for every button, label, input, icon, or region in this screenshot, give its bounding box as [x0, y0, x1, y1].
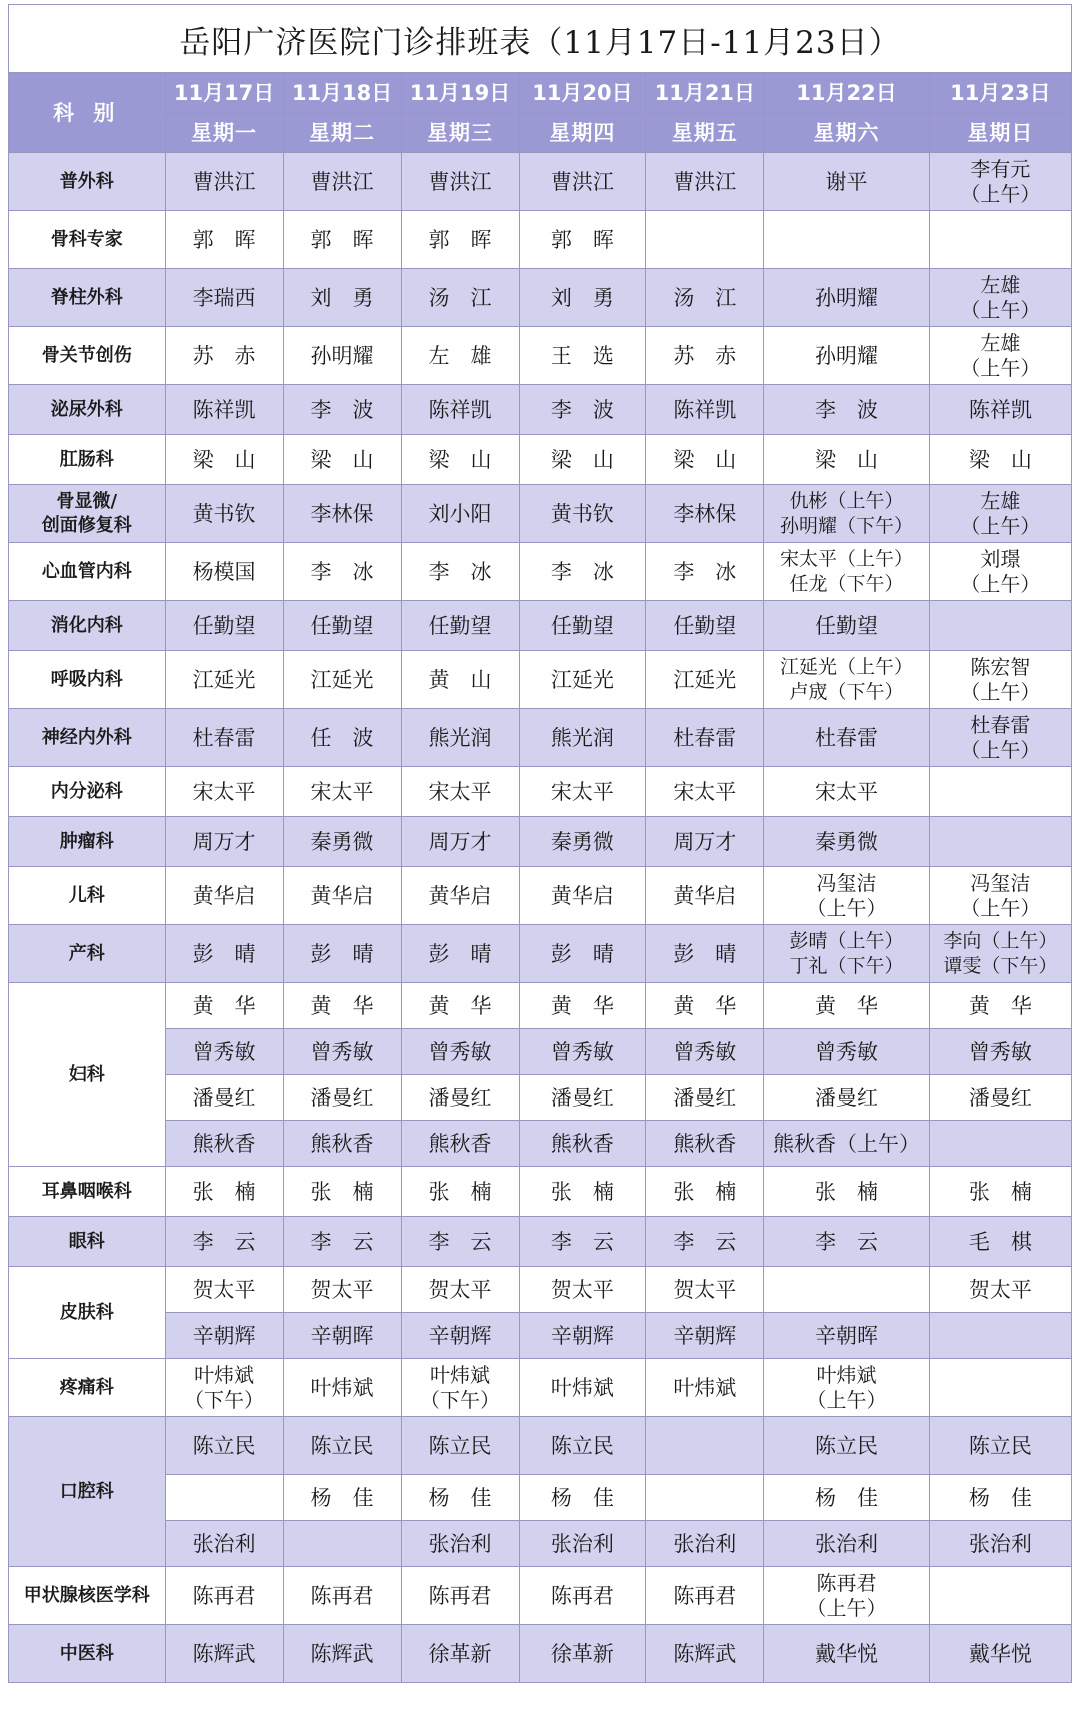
doctor-cell: 孙明耀 — [764, 269, 929, 327]
doctor-cell: 孙明耀 — [283, 327, 401, 385]
table-row — [9, 817, 1072, 867]
department-cell: 骨科专家 — [9, 211, 166, 269]
department-cell: 耳鼻咽喉科 — [9, 1167, 166, 1217]
doctor-cell: 秦勇微 — [283, 817, 401, 867]
doctor-cell: 杨 佳 — [519, 1475, 646, 1521]
doctor-cell: 陈再君 — [283, 1567, 401, 1625]
department-cell: 甲状腺核医学科 — [9, 1567, 166, 1625]
doctor-cell: 黄华启 — [401, 867, 519, 925]
department-cell: 普外科 — [9, 153, 166, 211]
table-row — [9, 385, 1072, 435]
doctor-cell: 李 云 — [519, 1217, 646, 1267]
doctor-cell: 潘曼红 — [519, 1075, 646, 1121]
doctor-cell: 江延光 — [283, 651, 401, 709]
doctor-cell: 李有元 （上午） — [929, 153, 1071, 211]
doctor-cell: 周万才 — [165, 817, 283, 867]
doctor-cell: 任勤望 — [401, 601, 519, 651]
doctor-cell: 熊秋香 — [519, 1121, 646, 1167]
table-row — [9, 1567, 1072, 1625]
weekday-header: 星期五 — [646, 114, 764, 153]
department-cell: 泌尿外科 — [9, 385, 166, 435]
table-row — [9, 601, 1072, 651]
doctor-cell: 熊秋香 — [165, 1121, 283, 1167]
doctor-cell: 贺太平 — [283, 1267, 401, 1313]
table-row — [9, 1267, 1072, 1313]
doctor-cell: 陈立民 — [764, 1417, 929, 1475]
doctor-cell: 孙明耀 — [764, 327, 929, 385]
doctor-cell: 梁 山 — [401, 435, 519, 485]
doctor-cell: 陈立民 — [929, 1417, 1071, 1475]
doctor-cell: 冯玺洁 （上午） — [929, 867, 1071, 925]
doctor-cell: 周万才 — [646, 817, 764, 867]
doctor-cell: 叶炜斌 （下午） — [165, 1359, 283, 1417]
doctor-cell: 刘 勇 — [519, 269, 646, 327]
doctor-cell: 彭 晴 — [283, 925, 401, 983]
doctor-cell: 李瑞西 — [165, 269, 283, 327]
doctor-cell: 黄 华 — [165, 983, 283, 1029]
doctor-cell: 黄 华 — [283, 983, 401, 1029]
doctor-cell: 谢平 — [764, 153, 929, 211]
doctor-cell: 曹洪江 — [519, 153, 646, 211]
doctor-cell: 徐革新 — [401, 1625, 519, 1683]
doctor-cell: 张 楠 — [165, 1167, 283, 1217]
doctor-cell: 张治利 — [519, 1521, 646, 1567]
doctor-cell: 秦勇微 — [764, 817, 929, 867]
table-row — [9, 983, 1072, 1029]
doctor-cell: 王 选 — [519, 327, 646, 385]
doctor-cell: 叶炜斌 （上午） — [764, 1359, 929, 1417]
department-cell: 中医科 — [9, 1625, 166, 1683]
doctor-cell: 戴华悦 — [929, 1625, 1071, 1683]
doctor-cell: 江延光 — [646, 651, 764, 709]
doctor-cell: 曹洪江 — [283, 153, 401, 211]
doctor-cell: 潘曼红 — [283, 1075, 401, 1121]
doctor-cell: 辛朝辉 — [646, 1313, 764, 1359]
doctor-cell: 杜春雷 — [764, 709, 929, 767]
doctor-cell: 周万才 — [401, 817, 519, 867]
doctor-cell: 宋太平 — [646, 767, 764, 817]
doctor-cell: 陈辉武 — [165, 1625, 283, 1683]
table-row — [9, 1625, 1072, 1683]
doctor-cell: 张 楠 — [283, 1167, 401, 1217]
doctor-cell: 张 楠 — [646, 1167, 764, 1217]
doctor-cell: 汤 江 — [646, 269, 764, 327]
doctor-cell: 贺太平 — [401, 1267, 519, 1313]
doctor-cell: 陈再君 — [646, 1567, 764, 1625]
doctor-cell: 左雄 （上午） — [929, 327, 1071, 385]
header-weekdays-row — [9, 114, 1072, 153]
table-row — [9, 435, 1072, 485]
doctor-cell: 李 云 — [401, 1217, 519, 1267]
doctor-cell: 李 云 — [165, 1217, 283, 1267]
table-row — [9, 767, 1072, 817]
weekday-header: 星期一 — [165, 114, 283, 153]
doctor-cell: 戴华悦 — [764, 1625, 929, 1683]
doctor-cell: 黄华启 — [646, 867, 764, 925]
doctor-cell — [929, 767, 1071, 817]
doctor-cell: 熊光润 — [401, 709, 519, 767]
doctor-cell: 冯玺洁 （上午） — [764, 867, 929, 925]
doctor-cell: 郭 晖 — [165, 211, 283, 269]
doctor-cell: 宋太平 — [283, 767, 401, 817]
table-row — [9, 1521, 1072, 1567]
doctor-cell: 李 云 — [764, 1217, 929, 1267]
doctor-cell — [929, 1313, 1071, 1359]
doctor-cell: 陈辉武 — [646, 1625, 764, 1683]
doctor-cell: 贺太平 — [646, 1267, 764, 1313]
doctor-cell: 宋太平（上午） 任龙（下午） — [764, 543, 929, 601]
doctor-cell: 杨 佳 — [401, 1475, 519, 1521]
doctor-cell: 彭 晴 — [646, 925, 764, 983]
doctor-cell: 曾秀敏 — [283, 1029, 401, 1075]
department-cell: 产科 — [9, 925, 166, 983]
doctor-cell: 左雄 （上午） — [929, 269, 1071, 327]
date-header: 11月21日 — [646, 73, 764, 114]
doctor-cell: 贺太平 — [165, 1267, 283, 1313]
date-header: 11月22日 — [764, 73, 929, 114]
date-header: 11月19日 — [401, 73, 519, 114]
table-row — [9, 1313, 1072, 1359]
table-row — [9, 1359, 1072, 1417]
doctor-cell: 梁 山 — [929, 435, 1071, 485]
schedule-sheet — [8, 4, 1072, 1721]
doctor-cell: 郭 晖 — [519, 211, 646, 269]
doctor-cell: 潘曼红 — [401, 1075, 519, 1121]
doctor-cell: 梁 山 — [646, 435, 764, 485]
doctor-cell: 叶炜斌 — [646, 1359, 764, 1417]
doctor-cell: 宋太平 — [165, 767, 283, 817]
doctor-cell: 梁 山 — [283, 435, 401, 485]
doctor-cell: 李 冰 — [519, 543, 646, 601]
weekday-header: 星期二 — [283, 114, 401, 153]
doctor-cell: 曾秀敏 — [401, 1029, 519, 1075]
doctor-cell: 李向（上午） 谭雯（下午） — [929, 925, 1071, 983]
doctor-cell: 宋太平 — [401, 767, 519, 817]
doctor-cell: 李 波 — [764, 385, 929, 435]
doctor-cell: 张治利 — [929, 1521, 1071, 1567]
doctor-cell — [929, 1121, 1071, 1167]
table-row — [9, 925, 1072, 983]
doctor-cell: 辛朝晖 — [764, 1313, 929, 1359]
department-cell: 肛肠科 — [9, 435, 166, 485]
doctor-cell: 陈立民 — [401, 1417, 519, 1475]
doctor-cell: 辛朝晖 — [283, 1313, 401, 1359]
doctor-cell: 熊秋香 — [401, 1121, 519, 1167]
doctor-cell: 杨 佳 — [764, 1475, 929, 1521]
doctor-cell: 黄华启 — [283, 867, 401, 925]
doctor-cell: 李 冰 — [646, 543, 764, 601]
doctor-cell: 任勤望 — [764, 601, 929, 651]
doctor-cell: 黄 华 — [401, 983, 519, 1029]
doctor-cell: 曾秀敏 — [165, 1029, 283, 1075]
department-cell: 骨显微/ 创面修复科 — [9, 485, 166, 543]
doctor-cell: 郭 晖 — [401, 211, 519, 269]
doctor-cell: 黄华启 — [165, 867, 283, 925]
date-header: 11月17日 — [165, 73, 283, 114]
doctor-cell: 陈再君 — [165, 1567, 283, 1625]
weekday-header: 星期六 — [764, 114, 929, 153]
doctor-cell: 刘璟 （上午） — [929, 543, 1071, 601]
doctor-cell: 陈立民 — [519, 1417, 646, 1475]
doctor-cell: 辛朝辉 — [165, 1313, 283, 1359]
doctor-cell — [283, 1521, 401, 1567]
doctor-cell: 仇彬（上午） 孙明耀（下午） — [764, 485, 929, 543]
doctor-cell: 秦勇微 — [519, 817, 646, 867]
department-cell: 口腔科 — [9, 1417, 166, 1567]
doctor-cell: 曹洪江 — [401, 153, 519, 211]
table-row — [9, 1029, 1072, 1075]
doctor-cell: 彭 晴 — [165, 925, 283, 983]
table-row — [9, 153, 1072, 211]
doctor-cell: 李 云 — [646, 1217, 764, 1267]
doctor-cell: 黄 华 — [519, 983, 646, 1029]
doctor-cell: 郭 晖 — [283, 211, 401, 269]
doctor-cell: 徐革新 — [519, 1625, 646, 1683]
doctor-cell: 曹洪江 — [646, 153, 764, 211]
doctor-cell: 杨 佳 — [283, 1475, 401, 1521]
doctor-cell — [764, 1267, 929, 1313]
doctor-cell: 潘曼红 — [929, 1075, 1071, 1121]
doctor-cell: 任勤望 — [519, 601, 646, 651]
table-row — [9, 485, 1072, 543]
weekday-header: 星期日 — [929, 114, 1071, 153]
doctor-cell: 熊秋香（上午） — [764, 1121, 929, 1167]
table-row — [9, 709, 1072, 767]
doctor-cell: 辛朝辉 — [519, 1313, 646, 1359]
table-body — [9, 153, 1072, 1683]
doctor-cell: 任 波 — [283, 709, 401, 767]
doctor-cell: 杨 佳 — [929, 1475, 1071, 1521]
doctor-cell: 陈再君 — [519, 1567, 646, 1625]
department-cell: 眼科 — [9, 1217, 166, 1267]
department-cell: 消化内科 — [9, 601, 166, 651]
table-row — [9, 269, 1072, 327]
doctor-cell — [646, 211, 764, 269]
doctor-cell — [165, 1475, 283, 1521]
header-dates-row — [9, 73, 1072, 114]
table-header — [9, 73, 1072, 153]
doctor-cell: 贺太平 — [929, 1267, 1071, 1313]
doctor-cell: 张 楠 — [401, 1167, 519, 1217]
doctor-cell: 梁 山 — [764, 435, 929, 485]
doctor-cell: 江延光 — [165, 651, 283, 709]
doctor-cell: 苏 赤 — [165, 327, 283, 385]
doctor-cell: 陈立民 — [283, 1417, 401, 1475]
doctor-cell: 张 楠 — [929, 1167, 1071, 1217]
date-header: 11月23日 — [929, 73, 1071, 114]
doctor-cell: 苏 赤 — [646, 327, 764, 385]
doctor-cell — [929, 211, 1071, 269]
department-cell: 肿瘤科 — [9, 817, 166, 867]
doctor-cell: 江延光（上午） 卢宬（下午） — [764, 651, 929, 709]
doctor-cell — [646, 1475, 764, 1521]
doctor-cell: 黄 华 — [646, 983, 764, 1029]
doctor-cell: 杨模国 — [165, 543, 283, 601]
department-cell: 呼吸内科 — [9, 651, 166, 709]
doctor-cell: 曾秀敏 — [929, 1029, 1071, 1075]
table-row — [9, 651, 1072, 709]
weekday-header: 星期四 — [519, 114, 646, 153]
doctor-cell: 曾秀敏 — [764, 1029, 929, 1075]
table-row — [9, 867, 1072, 925]
doctor-cell: 张治利 — [165, 1521, 283, 1567]
doctor-cell: 熊秋香 — [283, 1121, 401, 1167]
doctor-cell: 陈祥凯 — [646, 385, 764, 435]
doctor-cell: 李林保 — [283, 485, 401, 543]
doctor-cell: 张治利 — [646, 1521, 764, 1567]
doctor-cell: 黄 华 — [929, 983, 1071, 1029]
doctor-cell: 黄 华 — [764, 983, 929, 1029]
doctor-cell: 李 波 — [283, 385, 401, 435]
doctor-cell: 陈再君 （上午） — [764, 1567, 929, 1625]
doctor-cell: 杜春雷 — [165, 709, 283, 767]
doctor-cell: 江延光 — [519, 651, 646, 709]
doctor-cell: 张治利 — [401, 1521, 519, 1567]
doctor-cell: 李 波 — [519, 385, 646, 435]
doctor-cell: 宋太平 — [519, 767, 646, 817]
doctor-cell: 黄书钦 — [519, 485, 646, 543]
table-row — [9, 543, 1072, 601]
doctor-cell: 李林保 — [646, 485, 764, 543]
doctor-cell: 汤 江 — [401, 269, 519, 327]
table-row — [9, 1417, 1072, 1475]
doctor-cell — [929, 1359, 1071, 1417]
department-cell: 脊柱外科 — [9, 269, 166, 327]
doctor-cell: 贺太平 — [519, 1267, 646, 1313]
doctor-cell: 陈辉武 — [283, 1625, 401, 1683]
doctor-cell: 左 雄 — [401, 327, 519, 385]
department-cell: 皮肤科 — [9, 1267, 166, 1359]
department-cell: 儿科 — [9, 867, 166, 925]
doctor-cell: 李 云 — [283, 1217, 401, 1267]
doctor-cell — [764, 211, 929, 269]
doctor-cell — [929, 601, 1071, 651]
department-cell: 神经内外科 — [9, 709, 166, 767]
doctor-cell: 熊光润 — [519, 709, 646, 767]
table-row — [9, 1167, 1072, 1217]
doctor-cell: 黄书钦 — [165, 485, 283, 543]
doctor-cell: 任勤望 — [283, 601, 401, 651]
table-row — [9, 211, 1072, 269]
table-row — [9, 1217, 1072, 1267]
date-header: 11月18日 — [283, 73, 401, 114]
doctor-cell: 曹洪江 — [165, 153, 283, 211]
doctor-cell: 刘小阳 — [401, 485, 519, 543]
doctor-cell: 张 楠 — [519, 1167, 646, 1217]
doctor-cell: 黄华启 — [519, 867, 646, 925]
doctor-cell: 梁 山 — [519, 435, 646, 485]
doctor-cell: 陈祥凯 — [929, 385, 1071, 435]
table-row — [9, 1475, 1072, 1521]
doctor-cell: 陈宏智 （上午） — [929, 651, 1071, 709]
doctor-cell: 任勤望 — [165, 601, 283, 651]
doctor-cell: 叶炜斌 — [519, 1359, 646, 1417]
dept-column-header: 科 别 — [9, 73, 166, 153]
doctor-cell: 李 冰 — [283, 543, 401, 601]
doctor-cell: 梁 山 — [165, 435, 283, 485]
doctor-cell: 张治利 — [764, 1521, 929, 1567]
department-cell: 妇科 — [9, 983, 166, 1167]
schedule-table — [8, 72, 1072, 1683]
department-cell: 心血管内科 — [9, 543, 166, 601]
doctor-cell: 李 冰 — [401, 543, 519, 601]
doctor-cell: 左雄 （上午） — [929, 485, 1071, 543]
doctor-cell — [646, 1417, 764, 1475]
doctor-cell: 陈祥凯 — [165, 385, 283, 435]
weekday-header: 星期三 — [401, 114, 519, 153]
department-cell: 骨关节创伤 — [9, 327, 166, 385]
doctor-cell: 陈祥凯 — [401, 385, 519, 435]
doctor-cell: 辛朝辉 — [401, 1313, 519, 1359]
doctor-cell: 宋太平 — [764, 767, 929, 817]
page-title: 岳阳广济医院门诊排班表（11月17日-11月23日） — [8, 4, 1072, 72]
doctor-cell: 刘 勇 — [283, 269, 401, 327]
department-cell: 内分泌科 — [9, 767, 166, 817]
doctor-cell: 潘曼红 — [764, 1075, 929, 1121]
doctor-cell: 毛 棋 — [929, 1217, 1071, 1267]
table-row — [9, 327, 1072, 385]
doctor-cell — [929, 1567, 1071, 1625]
doctor-cell: 潘曼红 — [646, 1075, 764, 1121]
doctor-cell: 曾秀敏 — [646, 1029, 764, 1075]
department-cell: 疼痛科 — [9, 1359, 166, 1417]
doctor-cell: 熊秋香 — [646, 1121, 764, 1167]
doctor-cell: 陈再君 — [401, 1567, 519, 1625]
doctor-cell — [929, 817, 1071, 867]
doctor-cell: 彭 晴 — [401, 925, 519, 983]
doctor-cell: 黄 山 — [401, 651, 519, 709]
doctor-cell: 任勤望 — [646, 601, 764, 651]
doctor-cell: 杜春雷 — [646, 709, 764, 767]
doctor-cell: 杜春雷 （上午） — [929, 709, 1071, 767]
doctor-cell: 叶炜斌 （下午） — [401, 1359, 519, 1417]
doctor-cell: 曾秀敏 — [519, 1029, 646, 1075]
table-row — [9, 1121, 1072, 1167]
date-header: 11月20日 — [519, 73, 646, 114]
doctor-cell: 叶炜斌 — [283, 1359, 401, 1417]
doctor-cell: 张 楠 — [764, 1167, 929, 1217]
doctor-cell: 彭晴（上午） 丁礼（下午） — [764, 925, 929, 983]
doctor-cell: 彭 晴 — [519, 925, 646, 983]
doctor-cell: 潘曼红 — [165, 1075, 283, 1121]
doctor-cell: 陈立民 — [165, 1417, 283, 1475]
table-row — [9, 1075, 1072, 1121]
